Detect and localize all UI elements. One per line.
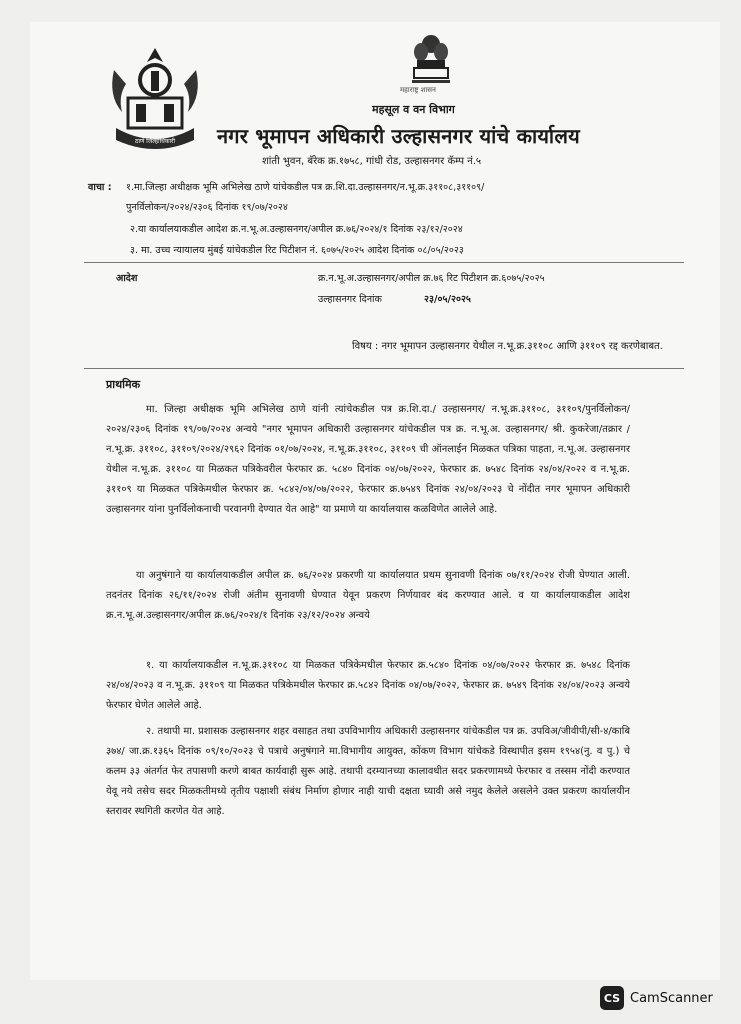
svg-text:ठाणे जिल्हाधिकारी: ठाणे जिल्हाधिकारी — [134, 138, 176, 145]
paragraph-1: मा. जिल्हा अधीक्षक भूमि अभिलेख ठाणे यांनी त्यांचेकडील पत्र क्र.शि.दा./ उल्हासनगर/ न.भू.क्र.३११०८, ३११०९/पुनर्विलोकन/२०२४/२३०६ दिनांक १९/०७/२०२४ अन्वये "नगर भूमापन अधिकारी उल्हासनगर यांचेकडील पत्र क्र. न.भू.अ. उल्हासनगर/ श्री. कुकरेजा/तक्रार /न.भू.क्र. ३११०८, ३११०९/२०२४/२९६२ दिनांक ०१/०७/२०२४, न.भू.क्र.३११०८, ३११०९ ची ऑनलाईन मिळकत पत्रिका पाहता, न.भू.अ. उल्हासनगर येथील न.भू.क्र. ३११०८ या मिळकत पत्रिकेवरील फेरफार क्र. ५८४० दिनांक ०४/०७/२०२२, फेरफार क्र. ७५४८ दिनांक २४/०४/२०२२ व न.भू.क्र. ३११०९ या मिळकत पत्रिकेमधील फेरफार क्र. ५८४२/०४/०७/२०२२, फेरफार क्र.७५४९ दिनांक २४/०४/२०२३ चे नोंदीत नगर भूमापन अधिकारी उल्हासनगर यांना पुनर्विलोकनाची परवानगी देण्यात येत आहे" या प्रमाणे या कार्यालयास कळविणेत आलेले आहे. — [106, 404, 630, 515]
paragraph-2: या अनुषंगाने या कार्यालयाकडील अपील क्र. ७६/२०२४ प्रकरणी या कार्यालयात प्रथम सुनावणी दिनांक ०७/११/२०२४ रोजी घेण्यात आली. तदनंतर दिनांक २६/११/२०२४ रोजी अंतीम सुनावणी घेण्यात येवून प्रकरण निर्णयावर बंद करण्यात आले. व या कार्यालयाकडील आदेश क्र.न.भू.अ.उल्हासनगर/अपील क्र.७६/२०२४/१ दिनांक २३/१२/२०२४ अन्वये — [106, 570, 630, 621]
office-address: शांती भुवन, बॅरेक क्र.१७५८, गांधी रोड, उल्हासनगर कॅम्प नं.५ — [262, 156, 482, 167]
government-label: महाराष्ट्र शासन — [400, 86, 436, 94]
office-name: नगर भूमापन अधिकारी उल्हासनगर यांचे कार्यालय — [217, 124, 580, 148]
subject: विषय : नगर भूमापन उल्हासनगर येथील न.भू.क्र.३११०८ आणि ३११०९ रद्द करणेबाबत. — [352, 341, 663, 352]
camscanner-logo-icon: CS — [600, 986, 624, 1010]
order-date: २३/०५/२०२५ — [424, 294, 471, 305]
paragraph-4: २. तथापी मा. प्रशासक उल्हासनगर शहर वसाहत तथा उपविभागीय अधिकारी उल्हासनगर यांचेकडील पत्र क्र. उपविअ/जीवीपी/सी-४/काबि ३७४/ जा.क्र.१३६५ दिनांक ०९/१०/२०२३ चे पत्राचे अनुषंगाने मा.विभागीय आयुक्त, कोंकण विभाग यांचेकडे विस्थापीत इसम १९५४(नु. व पु.) चे कलम ३३ अंतर्गत फेर तपासणी करणे बाबत कार्यवाही सुरू आहे. तथापी दरम्यानच्या कालावधीत सदर प्रकरणामध्ये फेरफार व तस्सम नोंदी करण्यात येवू नये तसेच सदर मिळकतीमध्ये तृतीय पक्षाशी संबंध निर्माण होणार नाही याची दक्षता घ्यावी असे नमुद केलेले असलेने उक्त प्रकरण कार्यालयीन स्तरावर स्थगिती करणेत येत आहे. — [106, 726, 630, 817]
references-label: वाचा : — [88, 182, 112, 193]
reference-2: २.या कार्यालयाकडील आदेश क्र.न.भू.अ.उल्हासनगर/अपील क्र.७६/२०२४/१ दिनांक २३/१२/२०२४ — [130, 224, 463, 235]
reference-1-line-1: १.मा.जिल्हा अधीक्षक भूमि अभिलेख ठाणे यांचेकडील पत्र क्र.शि.दा.उल्हासनगर/न.भू.क्र.३११०८,३११०९/ — [126, 182, 485, 193]
paragraph-3: १. या कार्यालयाकडील न.भू.क्र.३११०८ या मिळकत पत्रिकेमधील फेरफार क्र.५८४० दिनांक ०४/०७/२०२२ फेरफार क्र. ७५४८ दिनांक २४/०४/२०२३ व न.भू.क्र. ३११०९ या मिळकत पत्रिकेमधील फेरफार क्र.५८४२ दिनांक ०४/०७/२०२२, फेरफार क्र. ७५४९ दिनांक २४/०४/२०२३ अन्वये फेरफार घेणेत आलेले आहे. — [106, 660, 630, 711]
reference-1-line-2: पुनर्विलोकन/२०२४/२३०६ दिनांक १९/०७/२०२४ — [126, 202, 288, 213]
preliminary-heading: प्राथमिक — [106, 378, 141, 391]
national-emblem-icon — [408, 32, 454, 88]
camscanner-watermark — [600, 986, 713, 1010]
order-date-label: उल्हासनगर दिनांक — [318, 294, 382, 305]
order-number: क्र.न.भू.अ.उल्हासनगर/अपील क्र.७६ रिट पिटीशन क्र.६०७५/२०२५ — [318, 273, 545, 284]
camscanner-brand: CamScanner — [630, 990, 713, 1006]
divider — [84, 262, 684, 263]
office-logo — [96, 40, 214, 158]
divider — [84, 368, 684, 369]
department-name: महसूल व वन विभाग — [372, 103, 455, 116]
order-label: आदेश — [116, 273, 138, 284]
reference-3: ३. मा. उच्च न्यायालय मुंबई यांचेकडील रिट पिटीशन नं. ६०७५/२०२५ आदेश दिनांक ०८/०५/२०२३ — [130, 245, 464, 256]
